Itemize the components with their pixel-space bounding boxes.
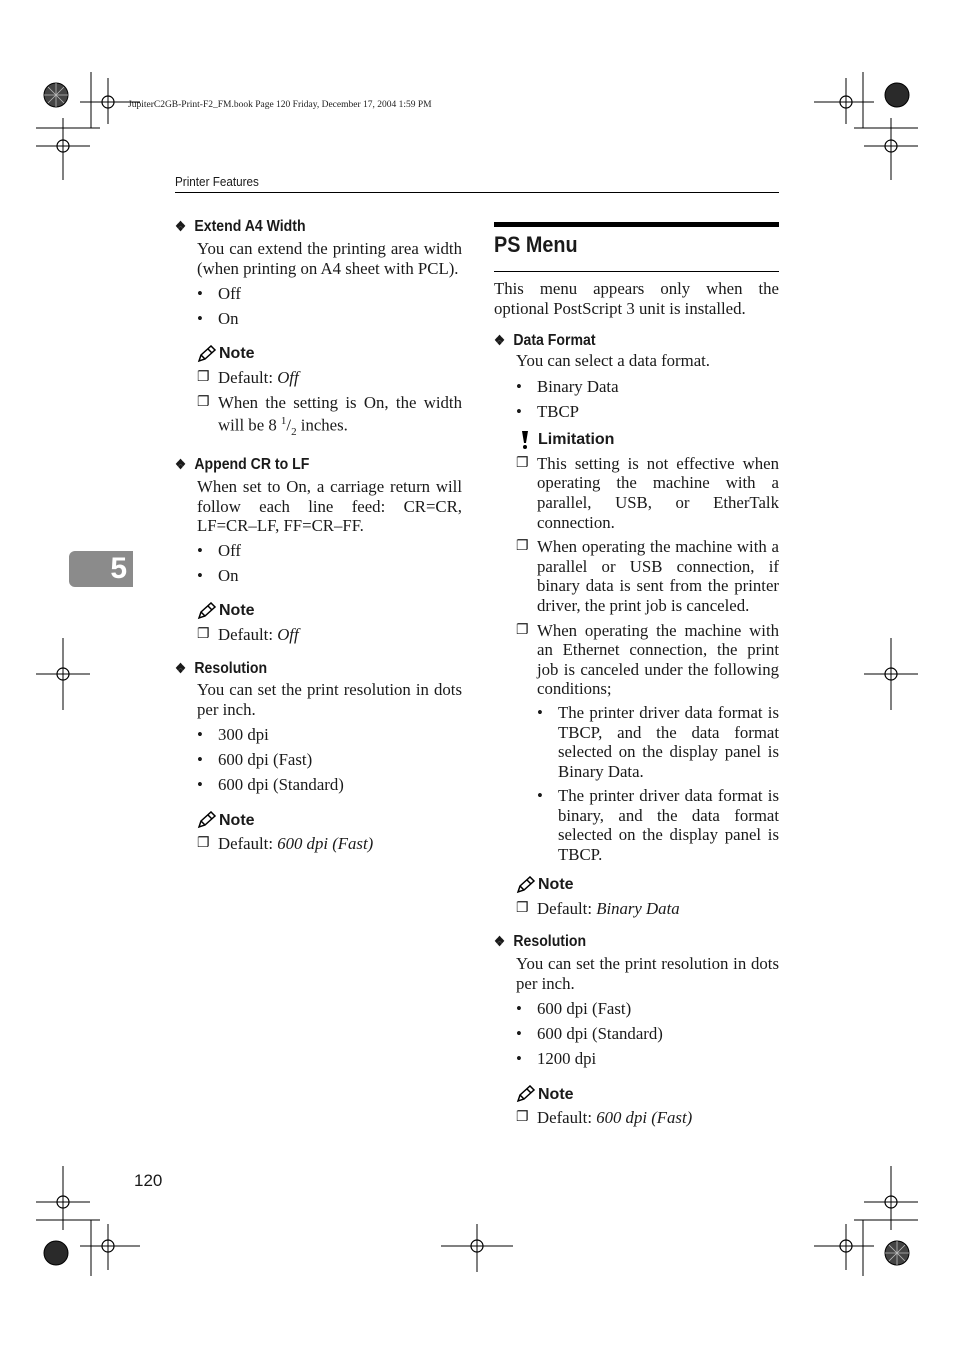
- heading-text: Resolution: [194, 659, 268, 677]
- option-list: [516, 377, 779, 427]
- list-item: • Off: [197, 541, 462, 566]
- pencil-icon: [197, 811, 217, 829]
- option-list: [197, 284, 462, 334]
- section-body: You can select a data format.: [516, 351, 711, 371]
- page-title: PS Menu: [494, 232, 578, 257]
- section-body: You can set the print resolution in dots per inch.: [516, 954, 779, 993]
- limitation-item: ❐ This setting is not effective when operating the machine with a parallel, USB, or EtherTalk connection.: [516, 454, 779, 532]
- note-heading: [197, 600, 462, 622]
- note-label: Note: [538, 875, 574, 893]
- note-item: [516, 1108, 779, 1128]
- diamond-icon: ❖: [175, 659, 187, 676]
- diamond-icon: ❖: [175, 218, 187, 235]
- option-list: [516, 999, 779, 1074]
- note-item: [516, 899, 779, 919]
- default-value: Off: [277, 368, 299, 388]
- note-label: Note: [219, 811, 255, 829]
- list-item: • 600 dpi (Fast): [197, 750, 462, 775]
- heading-text: Extend A4 Width: [194, 218, 306, 236]
- limitation-item: [516, 621, 779, 865]
- list-item: • 600 dpi (Standard): [197, 775, 462, 800]
- section-heading: [494, 331, 745, 351]
- default-prefix: Default:: [537, 1108, 597, 1128]
- note-item: [197, 834, 462, 854]
- list-item: • 300 dpi: [197, 725, 462, 750]
- default-prefix: Default:: [537, 898, 597, 918]
- note-heading: [516, 1083, 779, 1105]
- list-item: • On: [197, 566, 462, 591]
- chapter-tab-number: 5: [110, 552, 127, 585]
- title-rule: [494, 271, 779, 272]
- intro-text: This menu appears only when the optional PostScript 3 unit is installed.: [494, 279, 779, 318]
- file-header: JupiterC2GB-Print-F2_FM.book Page 120 Friday, December 17, 2004 1:59 PM: [128, 100, 432, 110]
- pencil-icon: [516, 876, 536, 894]
- left-column: [175, 217, 462, 854]
- pencil-icon: [197, 345, 217, 363]
- pencil-icon: [516, 1085, 536, 1103]
- list-item: • 600 dpi (Fast): [516, 999, 779, 1024]
- note-heading: [197, 343, 462, 365]
- option-list: [197, 725, 462, 800]
- note-item: [197, 625, 462, 645]
- note-text: When the setting is On, the width will be 8: [218, 392, 462, 435]
- right-column: [494, 222, 779, 1128]
- diamond-icon: ❖: [494, 332, 506, 349]
- note-text: inches.: [296, 415, 348, 435]
- section-heading: [175, 217, 428, 237]
- default-value: 600 dpi (Fast): [596, 1108, 693, 1128]
- note-item: [197, 368, 462, 388]
- fraction-numerator: 1: [280, 415, 287, 428]
- running-head: Printer Features: [175, 174, 259, 189]
- condition-list: [537, 703, 779, 865]
- default-prefix: Default:: [218, 368, 278, 388]
- note-item: [197, 393, 462, 443]
- list-item: • 1200 dpi: [516, 1049, 779, 1074]
- note-heading: [197, 809, 462, 831]
- option-list: [197, 541, 462, 591]
- diamond-icon: ❖: [175, 456, 187, 473]
- fraction-slash: /: [286, 415, 292, 435]
- list-item: • Binary Data: [516, 377, 779, 402]
- list-item: • 600 dpi (Standard): [516, 1024, 779, 1049]
- section-body: When set to On, a carriage return will follow each line feed: CR=CR, LF=CR–LF, FF=CR–FF.: [197, 476, 462, 536]
- limitation-label: Limitation: [538, 430, 615, 448]
- diamond-icon: ❖: [494, 933, 506, 950]
- limitation-item: ❐ When operating the machine with a parallel or USB connection, if binary data is sent from the printer driver, the print job is canceled.: [516, 537, 779, 615]
- section-body: You can extend the printing area width (when printing on A4 sheet with PCL).: [197, 239, 462, 278]
- list-item: • On: [197, 309, 462, 334]
- note-label: Note: [219, 345, 255, 363]
- pencil-icon: [197, 602, 217, 620]
- list-item: • TBCP: [516, 402, 779, 427]
- limitation-heading: [516, 429, 779, 451]
- section-heading: [175, 455, 428, 475]
- section-top-bar: [494, 222, 779, 227]
- exclamation-icon: [516, 431, 536, 449]
- list-item: • The printer driver data format is TBCP, and the data format selected on the display panel is Binary Data.: [537, 703, 779, 781]
- note-label: Note: [219, 601, 255, 619]
- heading-text: Data Format: [513, 332, 596, 350]
- note-heading: [516, 874, 779, 896]
- default-value: 600 dpi (Fast): [277, 834, 374, 854]
- heading-text: Append CR to LF: [194, 456, 310, 474]
- header-rule: [175, 192, 779, 193]
- default-prefix: Default:: [218, 624, 278, 644]
- default-value: Off: [277, 624, 299, 644]
- fraction-denominator: 2: [291, 426, 297, 439]
- default-value: Binary Data: [596, 898, 680, 918]
- heading-text: Resolution: [513, 933, 587, 951]
- section-heading: [494, 932, 745, 952]
- section-body: You can set the print resolution in dots per inch.: [197, 680, 462, 719]
- note-label: Note: [538, 1085, 574, 1103]
- chapter-tab: [69, 551, 133, 587]
- default-prefix: Default:: [218, 834, 278, 854]
- section-heading: [175, 658, 428, 678]
- page-number: 120: [134, 1171, 163, 1190]
- limitation-text: When operating the machine with an Ethernet connection, the print job is canceled under the following conditions;: [537, 620, 779, 699]
- list-item: • The printer driver data format is binary, and the data format selected on the display panel is TBCP.: [537, 786, 779, 864]
- list-item: • Off: [197, 284, 462, 309]
